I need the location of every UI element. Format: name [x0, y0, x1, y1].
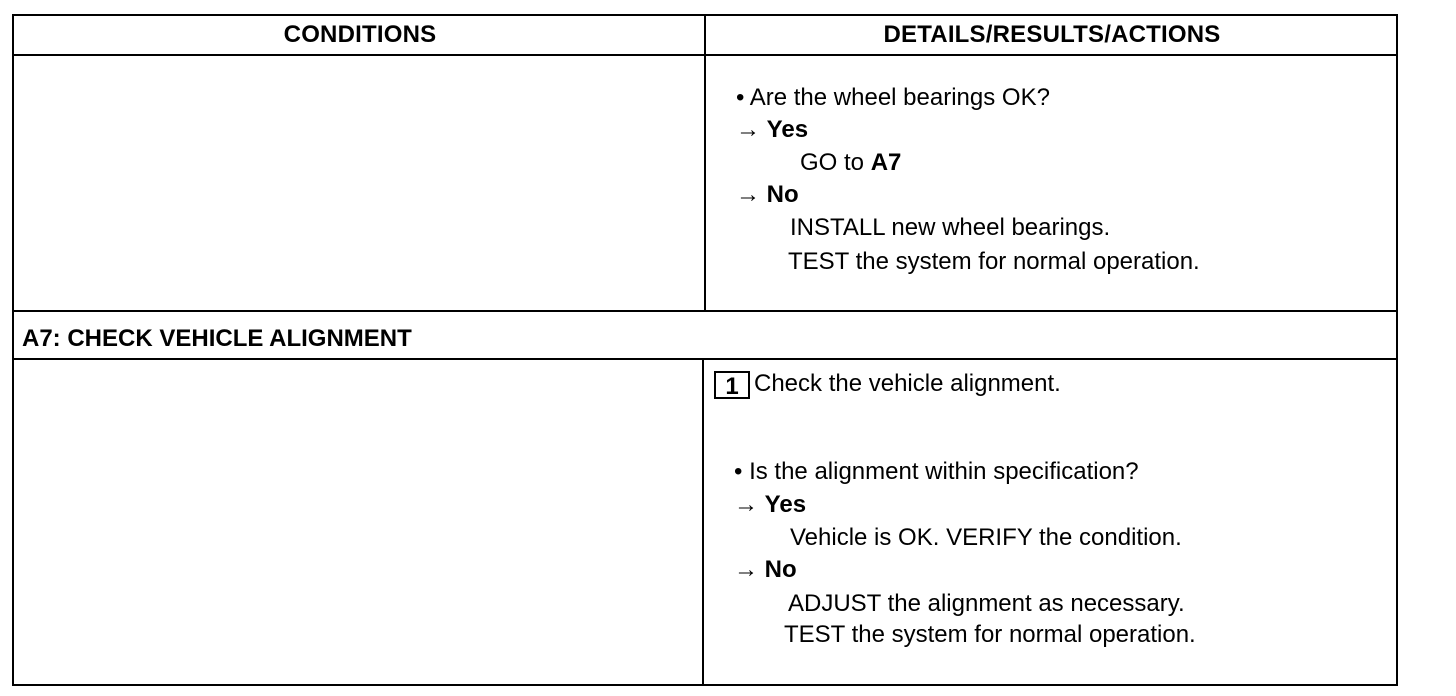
arrow-right-icon: → — [734, 556, 758, 583]
bearings-no-action-1: INSTALL new wheel bearings. — [790, 214, 1111, 241]
bearings-question: • Are the wheel bearings OK? — [736, 84, 1050, 111]
column-divider-lower — [702, 358, 704, 686]
alignment-no-action-2: TEST the system for normal operation. — [784, 621, 1196, 648]
arrow-right-icon: → — [734, 491, 758, 518]
alignment-yes-action: Vehicle is OK. VERIFY the condition. — [790, 524, 1182, 551]
conditions-header: CONDITIONS — [283, 21, 437, 48]
column-divider-upper — [704, 16, 706, 312]
details-header: DETAILS/RESULTS/ACTIONS — [883, 21, 1221, 48]
alignment-no-action-1: ADJUST the alignment as necessary. — [788, 590, 1185, 617]
bearings-yes-branch — [736, 115, 808, 145]
arrow-right-icon: → — [736, 181, 760, 208]
alignment-no-branch — [734, 555, 797, 585]
no-label: No — [766, 181, 799, 208]
arrow-right-icon: → — [736, 116, 760, 143]
yes-label: Yes — [766, 116, 809, 143]
bearings-no-action-2: TEST the system for normal operation. — [788, 248, 1200, 275]
step-text: Check the vehicle alignment. — [754, 370, 1061, 397]
bearings-no-branch — [736, 180, 799, 210]
diagnostic-table — [12, 14, 1398, 686]
yes-label: Yes — [764, 491, 807, 518]
bearings-yes-action — [800, 148, 901, 178]
go-to-text: GO to — [800, 149, 865, 176]
alignment-question: • Is the alignment within specification? — [734, 458, 1139, 485]
alignment-yes-branch — [734, 490, 806, 520]
step-1 — [714, 369, 1061, 399]
go-to-target: A7 — [870, 149, 902, 176]
section-title-a7: A7: CHECK VEHICLE ALIGNMENT — [22, 325, 412, 352]
no-label: No — [764, 556, 797, 583]
step-number-badge: 1 — [714, 371, 750, 399]
